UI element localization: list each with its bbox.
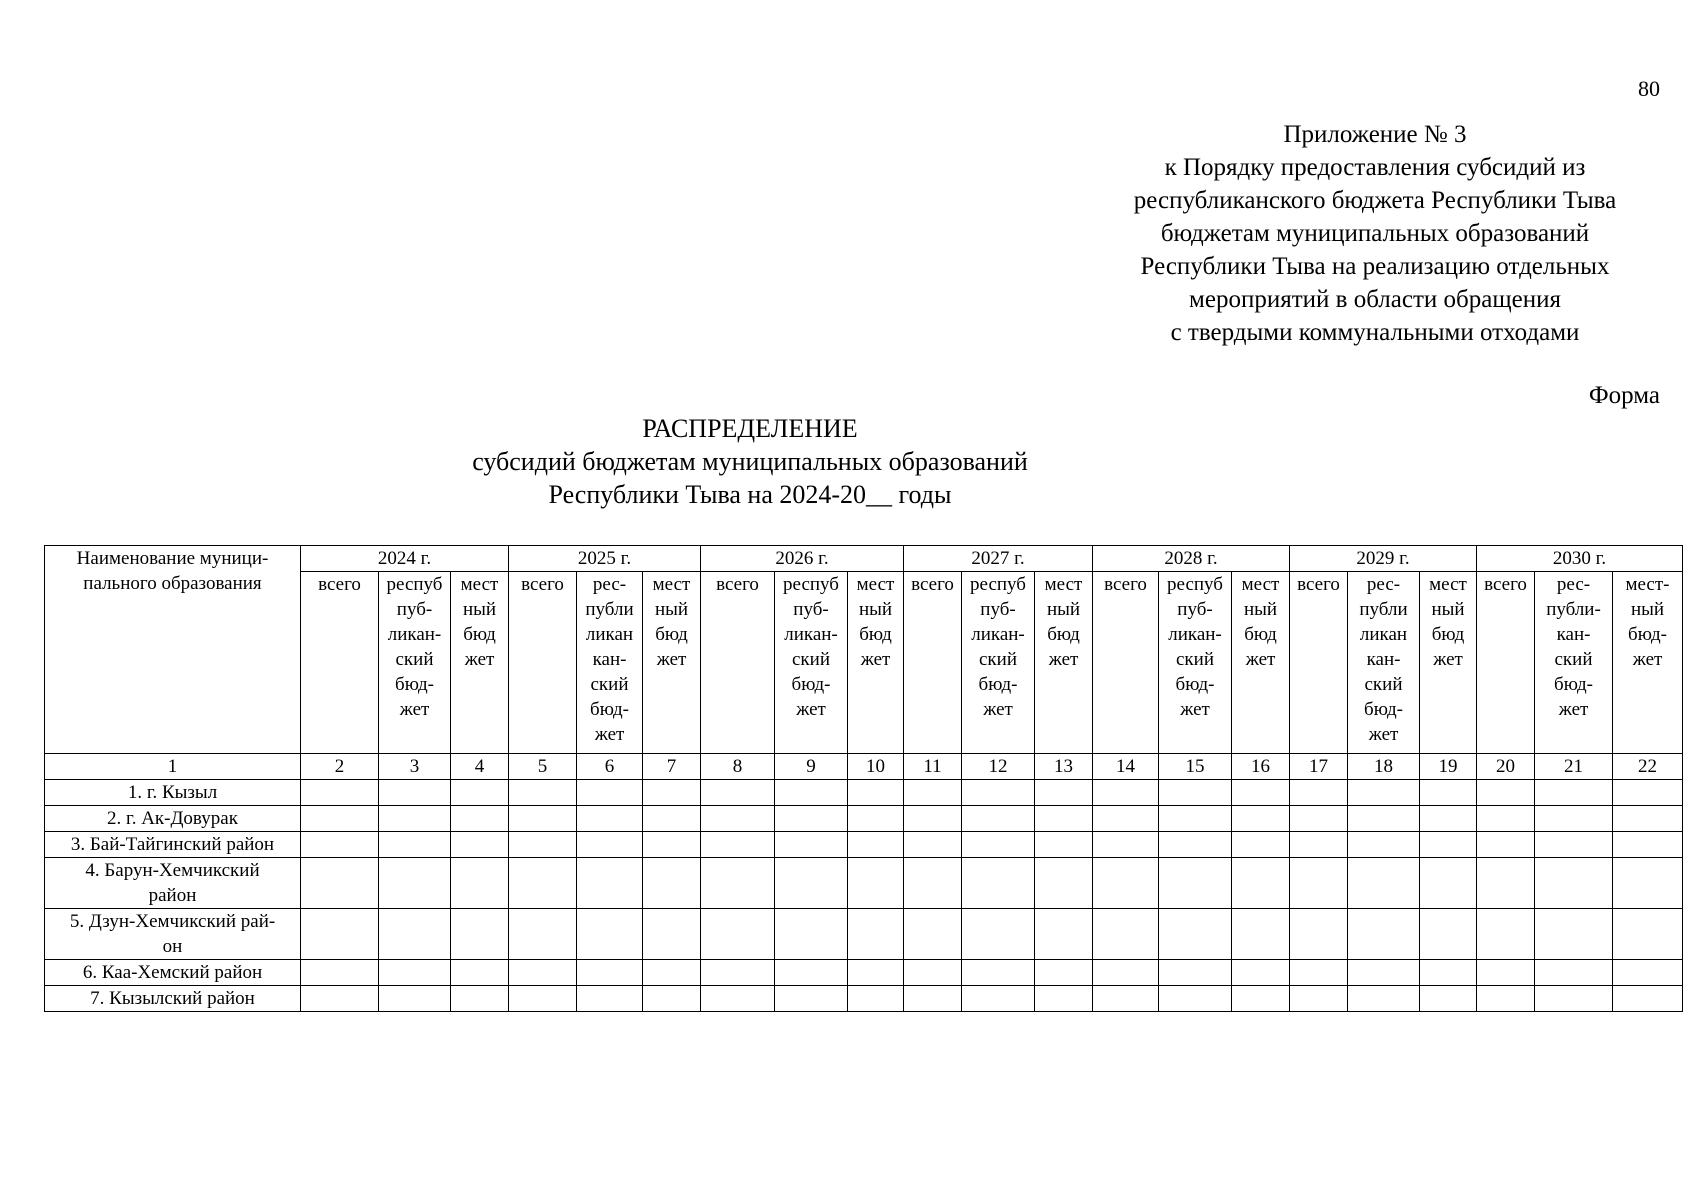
data-cell <box>643 780 701 806</box>
data-cell <box>301 832 379 858</box>
data-cell <box>904 986 962 1012</box>
table-row <box>45 858 1683 909</box>
data-cell <box>848 780 904 806</box>
table-row <box>45 832 1683 858</box>
data-cell <box>1035 960 1093 986</box>
data-cell <box>1035 986 1093 1012</box>
data-cell <box>301 858 379 909</box>
municipality-name: 4. Барун-Хемчикский район <box>45 858 301 909</box>
data-cell <box>701 858 775 909</box>
data-cell <box>379 909 451 960</box>
data-cell <box>848 806 904 832</box>
data-cell <box>775 909 848 960</box>
data-cell <box>379 806 451 832</box>
year-header: 2028 г. <box>1093 546 1290 572</box>
year-header: 2025 г. <box>509 546 701 572</box>
municipality-name: 1. г. Кызыл <box>45 780 301 806</box>
title-line-3: Республики Тыва на 2024-20__ годы <box>548 480 952 509</box>
appendix-line: бюджетам муниципальных образований <box>1160 220 1590 247</box>
column-number: 4 <box>451 754 509 780</box>
data-cell <box>1420 909 1477 960</box>
budget-subheader: всего <box>1093 572 1159 754</box>
column-number: 17 <box>1290 754 1348 780</box>
data-cell <box>509 960 577 986</box>
data-cell <box>1535 909 1613 960</box>
table-row <box>45 780 1683 806</box>
budget-subheader: респуб пуб- ликан- ский бюд- жет <box>379 572 451 754</box>
data-cell <box>904 909 962 960</box>
column-number: 13 <box>1035 754 1093 780</box>
data-cell <box>577 832 643 858</box>
data-cell <box>1093 858 1159 909</box>
data-cell <box>577 806 643 832</box>
municipality-name: 7. Кызылский район <box>45 986 301 1012</box>
data-cell <box>701 832 775 858</box>
data-cell <box>1535 986 1613 1012</box>
data-cell <box>577 960 643 986</box>
data-cell <box>1613 780 1683 806</box>
year-header: 2027 г. <box>904 546 1093 572</box>
data-cell <box>1477 960 1535 986</box>
column-number: 8 <box>701 754 775 780</box>
appendix-line: к Порядку предоставления субсидий из <box>1164 154 1586 181</box>
budget-subheader: всего <box>1477 572 1535 754</box>
data-cell <box>775 806 848 832</box>
data-cell <box>1159 780 1232 806</box>
year-header: 2030 г. <box>1477 546 1683 572</box>
data-cell <box>962 832 1035 858</box>
table-row <box>45 986 1683 1012</box>
data-cell <box>1535 832 1613 858</box>
data-cell <box>1232 909 1290 960</box>
data-cell <box>1348 858 1420 909</box>
data-cell <box>701 960 775 986</box>
data-cell <box>1159 832 1232 858</box>
data-cell <box>1159 858 1232 909</box>
data-cell <box>577 909 643 960</box>
municipality-name: 2. г. Ак-Довурак <box>45 806 301 832</box>
data-cell <box>451 960 509 986</box>
data-cell <box>1348 832 1420 858</box>
data-cell <box>1093 909 1159 960</box>
column-header-name: Наименование муници- пального образования <box>45 546 301 754</box>
data-cell <box>1420 960 1477 986</box>
data-cell <box>962 986 1035 1012</box>
column-number: 5 <box>509 754 577 780</box>
data-cell <box>301 960 379 986</box>
budget-subheader: мест ный бюд жет <box>643 572 701 754</box>
data-cell <box>1613 960 1683 986</box>
data-cell <box>1477 909 1535 960</box>
column-number: 9 <box>775 754 848 780</box>
year-header: 2029 г. <box>1290 546 1477 572</box>
data-cell <box>848 909 904 960</box>
column-number: 7 <box>643 754 701 780</box>
appendix-line: с твердыми коммунальными отходами <box>1170 319 1580 346</box>
column-number: 1 <box>45 754 301 780</box>
data-cell <box>301 986 379 1012</box>
distribution-table <box>44 545 1683 1012</box>
data-cell <box>1420 780 1477 806</box>
column-number: 15 <box>1159 754 1232 780</box>
budget-subheader: мест ный бюд жет <box>848 572 904 754</box>
budget-subheader: мест ный бюд жет <box>451 572 509 754</box>
appendix-note <box>1060 118 1690 349</box>
distribution-table-wrapper <box>44 545 1683 1012</box>
data-cell <box>301 780 379 806</box>
data-cell <box>962 960 1035 986</box>
budget-subheader: всего <box>509 572 577 754</box>
municipality-name: 5. Дзун-Хемчикский рай- он <box>45 909 301 960</box>
column-number: 11 <box>904 754 962 780</box>
budget-subheader: мест ный бюд жет <box>1232 572 1290 754</box>
year-header: 2024 г. <box>301 546 509 572</box>
data-cell <box>1290 780 1348 806</box>
data-cell <box>451 806 509 832</box>
data-cell <box>577 858 643 909</box>
table-row <box>45 960 1683 986</box>
column-number: 12 <box>962 754 1035 780</box>
data-cell <box>904 806 962 832</box>
data-cell <box>1477 986 1535 1012</box>
data-cell <box>451 986 509 1012</box>
data-cell <box>904 832 962 858</box>
data-cell <box>1348 806 1420 832</box>
column-number: 2 <box>301 754 379 780</box>
data-cell <box>1093 986 1159 1012</box>
data-cell <box>1477 832 1535 858</box>
data-cell <box>701 806 775 832</box>
data-cell <box>1290 909 1348 960</box>
data-cell <box>1420 806 1477 832</box>
data-cell <box>1348 909 1420 960</box>
data-cell <box>1035 909 1093 960</box>
data-cell <box>1290 858 1348 909</box>
document-title <box>300 412 1200 511</box>
data-cell <box>509 986 577 1012</box>
data-cell <box>1535 858 1613 909</box>
data-cell <box>775 960 848 986</box>
data-cell <box>962 909 1035 960</box>
data-cell <box>1159 806 1232 832</box>
data-cell <box>1093 806 1159 832</box>
data-cell <box>775 780 848 806</box>
data-cell <box>379 858 451 909</box>
data-cell <box>904 858 962 909</box>
budget-subheader: мест- ный бюд- жет <box>1613 572 1683 754</box>
data-cell <box>1613 858 1683 909</box>
data-cell <box>1232 960 1290 986</box>
data-cell <box>643 909 701 960</box>
data-cell <box>301 909 379 960</box>
data-cell <box>379 986 451 1012</box>
municipality-name: 3. Бай-Тайгинский район <box>45 832 301 858</box>
data-cell <box>701 909 775 960</box>
data-cell <box>509 832 577 858</box>
budget-subheader: мест ный бюд жет <box>1420 572 1477 754</box>
data-cell <box>848 858 904 909</box>
budget-subheader: всего <box>301 572 379 754</box>
column-number: 19 <box>1420 754 1477 780</box>
column-number: 20 <box>1477 754 1535 780</box>
budget-subheader: респуб пуб- ликан- ский бюд- жет <box>962 572 1035 754</box>
data-cell <box>1477 780 1535 806</box>
budget-subheader: всего <box>701 572 775 754</box>
data-cell <box>1035 806 1093 832</box>
data-cell <box>701 780 775 806</box>
budget-subheader: рес- публи ликан кан- ский бюд- жет <box>577 572 643 754</box>
appendix-line: мероприятий в области обращения <box>1189 286 1561 313</box>
data-cell <box>1232 780 1290 806</box>
column-number: 6 <box>577 754 643 780</box>
data-cell <box>509 858 577 909</box>
data-cell <box>1093 780 1159 806</box>
appendix-line: Приложение № 3 <box>1283 121 1467 148</box>
data-cell <box>1613 909 1683 960</box>
data-cell <box>1613 832 1683 858</box>
data-cell <box>1348 960 1420 986</box>
appendix-line: Республики Тыва на реализацию отдельных <box>1140 253 1610 280</box>
column-number: 3 <box>379 754 451 780</box>
data-cell <box>643 960 701 986</box>
data-cell <box>1159 986 1232 1012</box>
data-cell <box>379 832 451 858</box>
budget-subheader: респуб пуб- ликан- ский бюд- жет <box>1159 572 1232 754</box>
table-row <box>45 909 1683 960</box>
data-cell <box>301 806 379 832</box>
data-cell <box>451 832 509 858</box>
data-cell <box>509 780 577 806</box>
budget-subheader: рес- публи- кан- ский бюд- жет <box>1535 572 1613 754</box>
data-cell <box>643 858 701 909</box>
data-cell <box>1613 986 1683 1012</box>
column-number: 22 <box>1613 754 1683 780</box>
data-cell <box>1290 806 1348 832</box>
data-cell <box>848 960 904 986</box>
data-cell <box>848 832 904 858</box>
municipality-name: 6. Каа-Хемский район <box>45 960 301 986</box>
data-cell <box>1420 986 1477 1012</box>
data-cell <box>848 986 904 1012</box>
data-cell <box>775 858 848 909</box>
data-cell <box>1477 806 1535 832</box>
column-number: 16 <box>1232 754 1290 780</box>
data-cell <box>1290 986 1348 1012</box>
data-cell <box>1035 858 1093 909</box>
data-cell <box>1290 960 1348 986</box>
data-cell <box>451 909 509 960</box>
budget-subheader: респуб пуб- ликан- ский бюд- жет <box>775 572 848 754</box>
data-cell <box>1093 832 1159 858</box>
data-cell <box>1613 806 1683 832</box>
page-number: 80 <box>1638 76 1660 101</box>
data-cell <box>577 986 643 1012</box>
data-cell <box>1535 780 1613 806</box>
column-number: 21 <box>1535 754 1613 780</box>
data-cell <box>1232 986 1290 1012</box>
data-cell <box>962 858 1035 909</box>
column-number: 10 <box>848 754 904 780</box>
data-cell <box>577 780 643 806</box>
data-cell <box>1232 806 1290 832</box>
data-cell <box>1232 832 1290 858</box>
title-line-2: субсидий бюджетам муниципальных образований <box>472 447 1028 476</box>
data-cell <box>1035 832 1093 858</box>
budget-subheader: всего <box>904 572 962 754</box>
year-header: 2026 г. <box>701 546 904 572</box>
budget-subheader: рес- публи ликан кан- ский бюд- жет <box>1348 572 1420 754</box>
data-cell <box>1159 960 1232 986</box>
data-cell <box>509 806 577 832</box>
data-cell <box>1290 832 1348 858</box>
data-cell <box>962 780 1035 806</box>
data-cell <box>509 909 577 960</box>
data-cell <box>643 986 701 1012</box>
data-cell <box>643 832 701 858</box>
data-cell <box>701 986 775 1012</box>
title-heading: РАСПРЕДЕЛЕНИЕ <box>642 414 858 443</box>
data-cell <box>775 986 848 1012</box>
data-cell <box>379 960 451 986</box>
data-cell <box>451 858 509 909</box>
data-cell <box>451 780 509 806</box>
data-cell <box>1348 986 1420 1012</box>
form-label: Форма <box>1588 382 1660 409</box>
data-cell <box>1348 780 1420 806</box>
table-row <box>45 806 1683 832</box>
data-cell <box>1535 806 1613 832</box>
data-cell <box>1477 858 1535 909</box>
budget-subheader: всего <box>1290 572 1348 754</box>
data-cell <box>1035 780 1093 806</box>
column-number: 18 <box>1348 754 1420 780</box>
data-cell <box>775 832 848 858</box>
data-cell <box>904 960 962 986</box>
data-cell <box>1232 858 1290 909</box>
column-number: 14 <box>1093 754 1159 780</box>
data-cell <box>1535 960 1613 986</box>
data-cell <box>904 780 962 806</box>
data-cell <box>1093 960 1159 986</box>
data-cell <box>643 806 701 832</box>
budget-subheader: мест ный бюд жет <box>1035 572 1093 754</box>
data-cell <box>1420 832 1477 858</box>
data-cell <box>1420 858 1477 909</box>
data-cell <box>1159 909 1232 960</box>
data-cell <box>379 780 451 806</box>
data-cell <box>962 806 1035 832</box>
appendix-line: республиканского бюджета Республики Тыва <box>1133 187 1617 214</box>
